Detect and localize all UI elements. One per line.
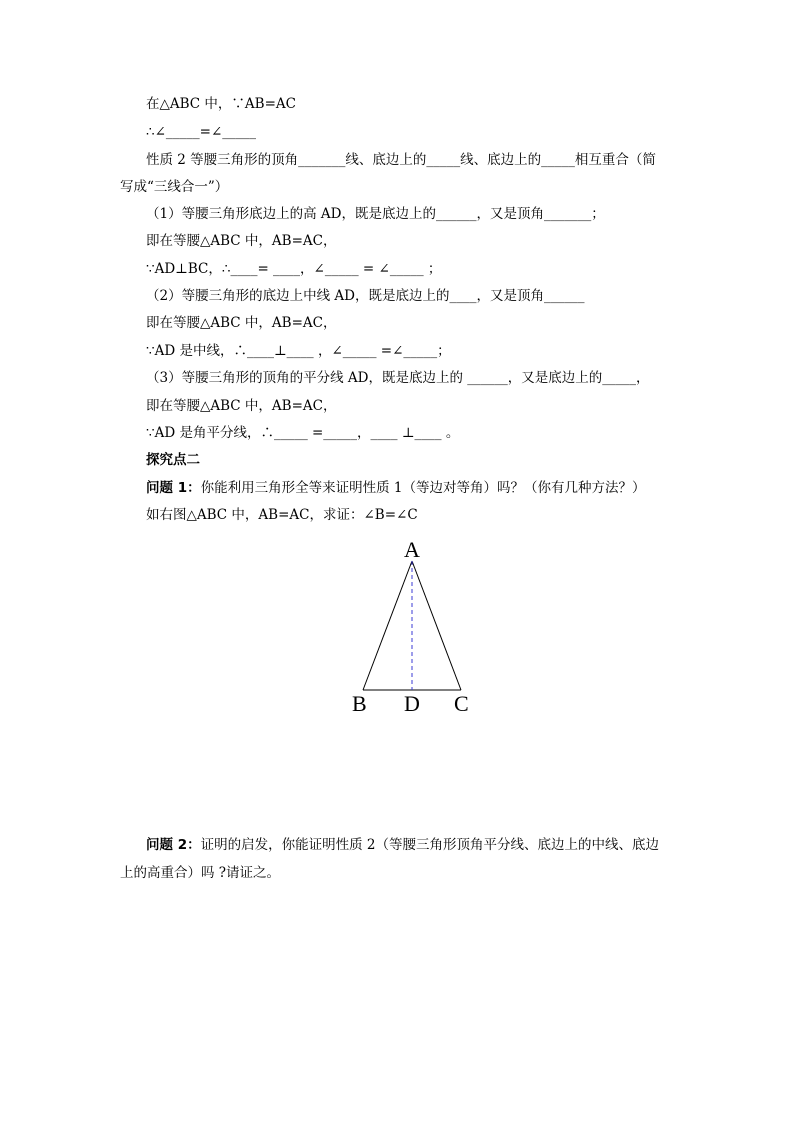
question-2-label: 问题 2：	[146, 837, 201, 853]
case-1-given: 即在等腰△ABC 中，AB=AC，	[146, 233, 337, 249]
case-3-given: 即在等腰△ABC 中，AB=AC，	[146, 398, 337, 414]
question-2	[146, 836, 659, 854]
vertex-label-c: C	[454, 691, 469, 716]
section-heading: 探究点二	[146, 452, 200, 468]
question-1	[146, 479, 645, 497]
question-2-continued: 上的高重合）吗 ?请证之。	[120, 865, 281, 881]
vertex-label-a: A	[404, 537, 420, 562]
case-2-median: （2）等腰三角形的底边上中线 AD，既是底边上的____，又是顶角______	[146, 288, 585, 304]
property-2-abbreviation: 写成“三线合一”）	[120, 179, 229, 195]
given-condition: 在△ABC 中，∵AB=AC	[146, 96, 296, 112]
vertex-label-b: B	[352, 691, 367, 716]
question-1-text: 你能利用三角形全等来证明性质 1（等边对等角）吗？（你有几种方法？）	[200, 480, 646, 496]
side-ab	[363, 561, 412, 690]
case-1-conclusion: ∵AD⊥BC，∴____= ____，∠_____ = ∠_____ ；	[146, 261, 442, 277]
question-1-prove: 如右图△ABC 中，AB=AC，求证：∠B=∠C	[146, 507, 418, 523]
point-label-d: D	[404, 691, 420, 716]
question-1-label: 问题 1：	[146, 480, 201, 496]
isosceles-triangle-figure	[350, 535, 480, 720]
side-ac	[412, 561, 461, 690]
case-2-conclusion: ∵AD 是中线，∴____⊥____ ，∠_____ =∠_____；	[146, 343, 451, 359]
case-3-bisector: （3）等腰三角形的顶角的平分线 AD，既是底边上的 ______，又是底边上的_____，	[146, 370, 650, 386]
property-2-statement: 性质 2 等腰三角形的顶角_______线、底边上的_____线、底边上的_____相互重合（简	[146, 152, 656, 168]
case-2-given: 即在等腰△ABC 中，AB=AC，	[146, 315, 337, 331]
question-2-text: 证明的启发，你能证明性质 2（等腰三角形顶角平分线、底边上的中线、底边	[200, 837, 659, 853]
conclusion-blank: ∴∠_____=∠_____	[146, 124, 257, 140]
case-3-conclusion: ∵AD 是角平分线，∴_____ =_____，____ ⊥____ 。	[146, 425, 460, 441]
case-1-altitude: （1）等腰三角形底边上的高 AD，既是底边上的______，又是顶角_______；	[146, 206, 605, 222]
